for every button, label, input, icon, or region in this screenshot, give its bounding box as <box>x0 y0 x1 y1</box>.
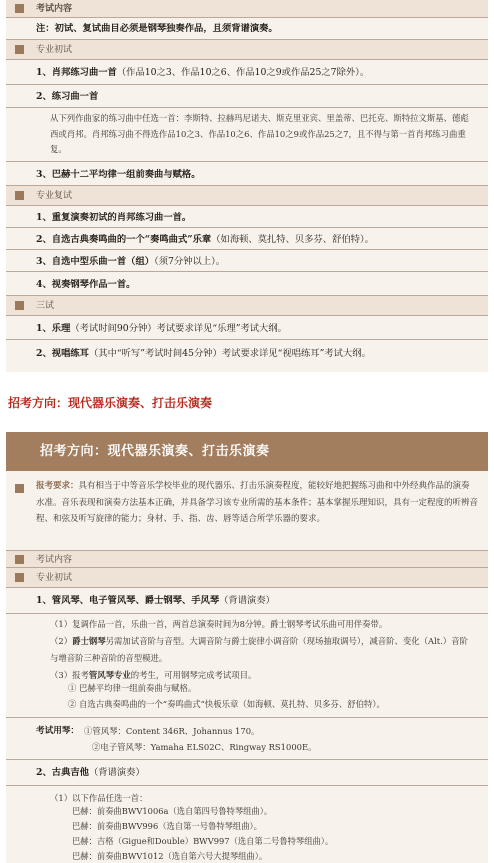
line-3-prefix: （3）报考 <box>50 670 89 680</box>
section-square-icon <box>15 191 24 200</box>
section-label: 考试内容 <box>36 555 73 565</box>
list-item <box>6 272 488 296</box>
item-detail: （作品10之3、作品10之6、作品10之9或作品25之7除外）。 <box>116 67 370 78</box>
section-square-icon <box>15 484 24 493</box>
list-item-body <box>6 108 488 162</box>
line-2 <box>50 633 476 667</box>
line-1: （1）复调作品一首，乐曲一首，两首总演奏时间为8分钟。爵士钢琴考试乐曲可用伴奏带。 <box>50 619 388 629</box>
instrument-1: ①管风琴：Content 346R、Johannus 170。 <box>84 726 260 736</box>
section-header-prelim <box>6 40 488 60</box>
subitem-2: ② 自选古典奏鸣曲的一个“奏鸣曲式”快板乐章（如海顿、莫扎特、贝多芬、舒伯特）。 <box>68 699 385 709</box>
piece-item: 巴赫：前奏曲BWV996（选自第一号鲁特琴组曲）。 <box>72 821 262 831</box>
subitem-1: ① 巴赫平均律一组前奏曲与赋格。 <box>68 683 197 693</box>
line-2-text: 另需加试音阶与音型。大调音阶与爵士旋律小调音阶（现场抽取调号），减音阶、变化（Alt.）音阶与增音阶三种音阶的音型模进。 <box>50 636 468 663</box>
section-square-icon <box>15 573 24 582</box>
section-header-exam-content <box>6 550 488 568</box>
piece-item: 巴赫：吉格（Gigue和Double）BWV997（选自第二号鲁特琴组曲）。 <box>72 836 334 846</box>
item-title: 2、古典吉他 <box>36 767 89 778</box>
item-detail: （须7分钟以上）。 <box>154 256 226 267</box>
item-title: 2、视唱练耳 <box>36 348 89 359</box>
item-detail: （如海顿、莫扎特、贝多芬、舒伯特）。 <box>211 234 374 245</box>
list-item <box>6 162 488 186</box>
list-item <box>6 760 488 786</box>
note-row <box>6 18 488 40</box>
section-square-icon <box>15 4 24 13</box>
line-3-bold: 管风琴专业 <box>88 670 131 680</box>
item-detail: （考试时间90分钟）考试要求详见“乐理”考试大纲。 <box>70 323 287 334</box>
section-label: 专业初试 <box>36 573 73 583</box>
list-item <box>6 206 488 228</box>
banner-title: 招考方向：现代器乐演奏、打击乐演奏 <box>40 444 270 459</box>
section-label: 专业初试 <box>36 45 73 55</box>
item-title: 1、管风琴、电子管风琴、爵士钢琴、手风琴 <box>36 595 220 606</box>
item-title: 3、自选中型乐曲一首（组） <box>36 256 155 267</box>
section-square-icon <box>15 45 24 54</box>
exam-content-panel-2 <box>6 432 488 863</box>
list-item <box>6 228 488 250</box>
item-title: 1、重复演奏初试的肖邦练习曲一首。 <box>36 212 192 223</box>
section-header-exam-content <box>6 0 488 18</box>
list-item <box>6 316 488 340</box>
note-text: 注：初试、复试曲目必须是钢琴独奏作品，且须背谱演奏。 <box>36 23 278 34</box>
item-detail: （背谱演奏） <box>219 595 275 606</box>
requirements-body: 具有相当于中等音乐学校毕业的现代器乐、打击乐演奏程度，能较好地把握练习曲和中外经典作品的演奏水准。音乐表现和演奏方法基本正确，并具备学习该专业所需的基本条件；基本掌握乐理知识，具有一定程度的听辨音程、和弦及听写旋律的能力；身材、手、指、齿、唇等适合所学乐器的要求。 <box>36 481 479 524</box>
section-square-icon <box>15 555 24 564</box>
line-2-prefix: （2） <box>50 636 73 646</box>
item-title: 2、练习曲一首 <box>36 91 99 102</box>
item-title: 4、视奏钢琴作品一首。 <box>36 279 136 290</box>
section-label: 专业复试 <box>36 191 73 201</box>
section-header-prelim <box>6 568 488 588</box>
piece-item: 巴赫：前奏曲BWV1012（选自第六号大提琴组曲）。 <box>72 851 268 861</box>
list-item-body <box>6 786 488 863</box>
direction-banner <box>6 432 488 471</box>
item-detail: （其中“听写”考试时间45分钟）考试要求详见“视唱练耳”考试大纲。 <box>88 348 371 359</box>
requirements-label: 报考要求： <box>36 481 79 491</box>
section-square-icon <box>15 301 24 310</box>
item-body-text: 从下列作曲家的练习曲中任选一首：李斯特、拉赫玛尼诺夫、斯克里亚宾、里盖蒂、巴托克、斯特拉文斯基、德彪西或肖邦。肖邦练习曲不得选作品10之3、作品10之6、作品10之9或作品25之7，且不得与第一首肖邦练习曲重复。 <box>50 113 469 154</box>
list-item <box>6 250 488 272</box>
item-title: 1、乐理 <box>36 323 71 334</box>
piece-item: 巴赫：前奏曲BWV1006a（选自第四号鲁特琴组曲）。 <box>72 806 273 816</box>
list-item-body <box>6 614 488 718</box>
item-detail: （背谱演奏） <box>88 767 145 778</box>
line-3 <box>50 667 476 684</box>
section-header-third <box>6 296 488 316</box>
instrument-2: ②电子管风琴：Yamaha ELS02C、Ringway RS1000E。 <box>92 742 317 752</box>
line-1: （1）以下作品任选一首： <box>50 793 148 803</box>
exam-content-panel-1 <box>6 0 488 372</box>
instrument-label: 考试用琴： <box>36 726 79 736</box>
list-item <box>6 60 488 85</box>
item-title: 1、肖邦练习曲一首 <box>36 67 117 78</box>
list-item <box>6 340 488 372</box>
section-heading: 招考方向：现代器乐演奏、打击乐演奏 <box>8 396 213 410</box>
section-label: 三试 <box>36 301 55 311</box>
list-item <box>6 85 488 108</box>
section-label: 考试内容 <box>36 4 73 14</box>
section-header-retest <box>6 186 488 206</box>
list-item <box>6 588 488 614</box>
requirements-text <box>36 478 478 528</box>
instrument-note <box>6 718 488 760</box>
item-title: 2、自选古典奏鸣曲的一个“奏鸣曲式”乐章 <box>36 234 212 245</box>
item-title: 3、巴赫十二平均律一组前奏曲与赋格。 <box>36 169 201 180</box>
line-3-text: 的考生，可用钢琴完成考试项目。 <box>130 670 257 680</box>
line-2-bold: 爵士钢琴 <box>72 636 106 646</box>
